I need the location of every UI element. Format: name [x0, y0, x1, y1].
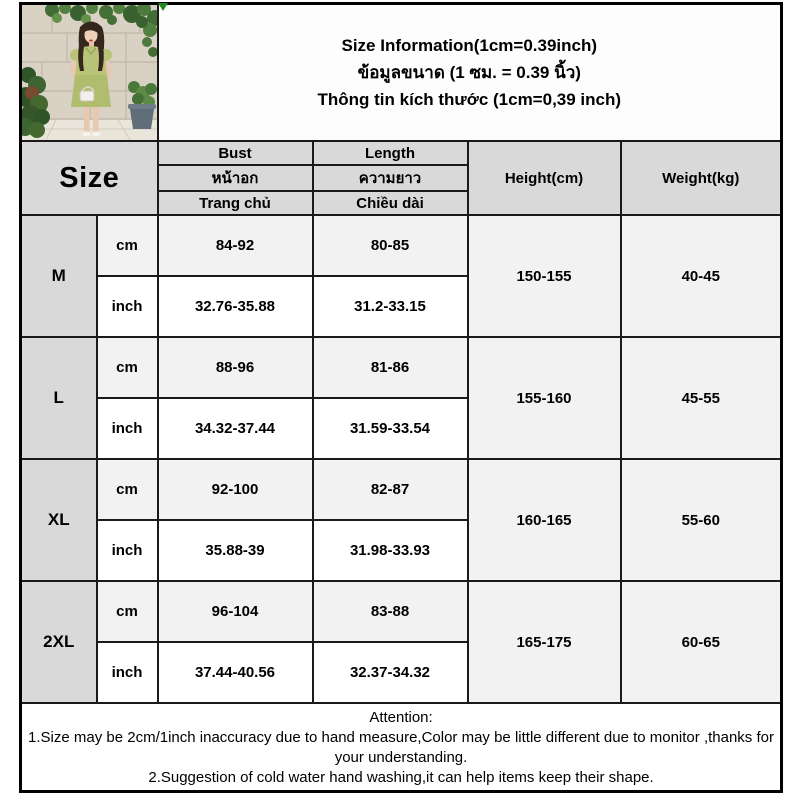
length-header-vi: Chiều dài [313, 191, 468, 215]
unit-cm-label: cm [97, 459, 158, 520]
length-inch-value: 32.37-34.32 [313, 642, 468, 703]
height-value: 160-165 [468, 459, 621, 581]
title-block [158, 4, 782, 142]
length-inch-value: 31.2-33.15 [313, 276, 468, 337]
table-row-m-cm [21, 215, 782, 276]
length-cm-value: 80-85 [313, 215, 468, 276]
unit-inch-label: inch [97, 642, 158, 703]
length-header-th: ความยาว [313, 165, 468, 191]
unit-cm-label: cm [97, 581, 158, 642]
bust-inch-value: 34.32-37.44 [158, 398, 313, 459]
size-label-m: M [21, 215, 97, 337]
bust-inch-value: 37.44-40.56 [158, 642, 313, 703]
bust-cm-value: 88-96 [158, 337, 313, 398]
table-row-xl-cm [21, 459, 782, 520]
unit-cm-label: cm [97, 337, 158, 398]
table-row-l-cm [21, 337, 782, 398]
bust-cm-value: 92-100 [158, 459, 313, 520]
product-photo [21, 4, 158, 142]
height-header: Height(cm) [468, 141, 621, 215]
bust-header-vi: Trang chủ [158, 191, 313, 215]
model-photo-illustration [22, 5, 158, 140]
length-inch-value: 31.98-33.93 [313, 520, 468, 581]
unit-inch-label: inch [97, 276, 158, 337]
unit-inch-label: inch [97, 520, 158, 581]
length-cm-value: 82-87 [313, 459, 468, 520]
weight-header: Weight(kg) [621, 141, 782, 215]
title-line-en: Size Information(1cm=0.39inch) [341, 36, 598, 55]
size-column-header: Size [21, 141, 158, 215]
length-cm-value: 81-86 [313, 337, 468, 398]
size-label-xl: XL [21, 459, 97, 581]
weight-value: 60-65 [621, 581, 782, 703]
table-row-2xl-cm [21, 581, 782, 642]
title-line-vi: Thông tin kích thước (1cm=0,39 inch) [317, 90, 622, 109]
bust-cm-value: 84-92 [158, 215, 313, 276]
length-cm-value: 83-88 [313, 581, 468, 642]
length-header-en: Length [313, 141, 468, 165]
size-label-l: L [21, 337, 97, 459]
attention-title: Attention: [369, 709, 433, 727]
unit-cm-label: cm [97, 215, 158, 276]
bust-header-th: หน้าอก [158, 165, 313, 191]
bust-inch-value: 32.76-35.88 [158, 276, 313, 337]
weight-value: 45-55 [621, 337, 782, 459]
height-value: 165-175 [468, 581, 621, 703]
bust-inch-value: 35.88-39 [158, 520, 313, 581]
bust-cm-value: 96-104 [158, 581, 313, 642]
size-label-2xl: 2XL [21, 581, 97, 703]
weight-value: 55-60 [621, 459, 782, 581]
green-corner-marker-icon [158, 3, 168, 11]
length-inch-value: 31.59-33.54 [313, 398, 468, 459]
attention-line-2: 2.Suggestion of cold water hand washing,it can help items keep their shape. [148, 769, 654, 787]
attention-block [21, 703, 782, 791]
unit-inch-label: inch [97, 398, 158, 459]
attention-line-1: 1.Size may be 2cm/1inch inaccuracy due to hand measure,Color may be little different due to monitor ,thanks for your understanding. [28, 729, 774, 767]
size-table [19, 2, 783, 793]
weight-value: 40-45 [621, 215, 782, 337]
height-value: 150-155 [468, 215, 621, 337]
height-value: 155-160 [468, 337, 621, 459]
bust-header-en: Bust [158, 141, 313, 165]
title-line-th: ข้อมูลขนาด (1 ซม. = 0.39 นิ้ว) [357, 63, 581, 82]
